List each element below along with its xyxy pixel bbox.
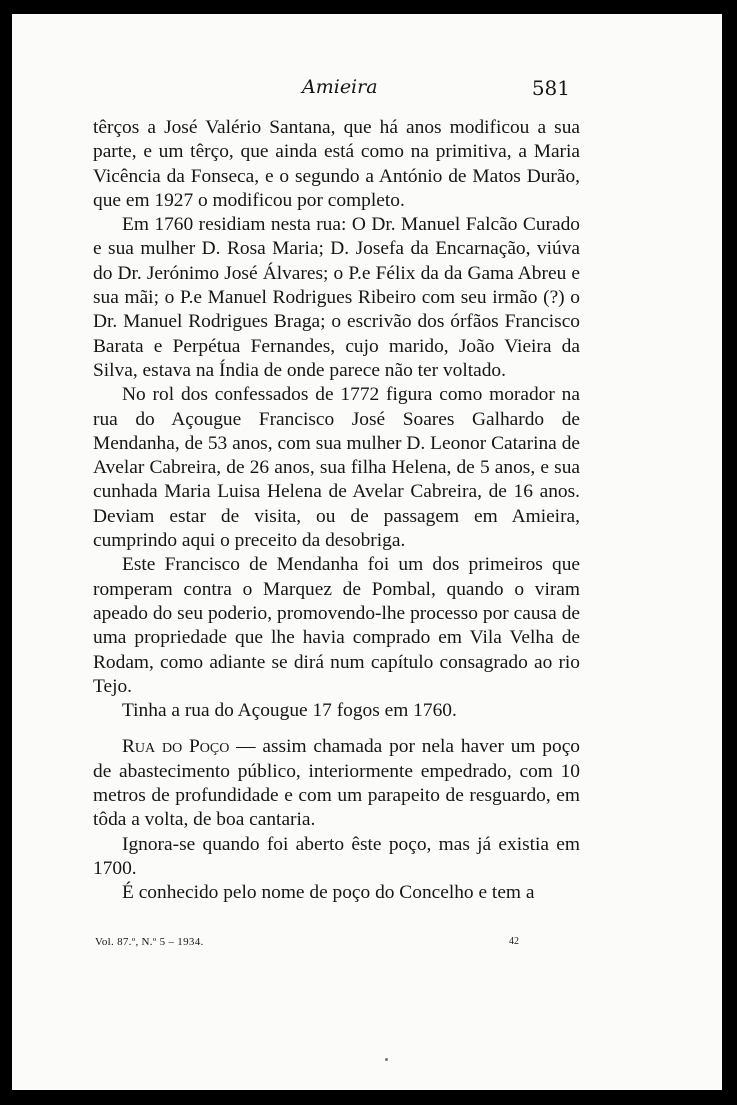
printer-signature: 42 [509, 936, 519, 947]
paragraph: Este Francisco de Mendanha foi um dos primeiros que romperam contra o Marquez de Pombal, quando o viram apeado do seu poderio, promovendo-lhe processo por causa de uma propriedade que lhe havia comprado em Vila Velha de Rodam, como adiante se dirá num capítulo consagrado ao rio Tejo. [93, 554, 580, 697]
volume-signature: Vol. 87.º, N.º 5 – 1934. [95, 936, 204, 948]
paragraph: É conhecido pelo nome de poço do Concelho e tem a [122, 882, 535, 904]
body-text [93, 116, 580, 906]
paper-speck [385, 1058, 388, 1061]
page-number: 581 [531, 76, 570, 100]
paragraph: No rol dos confessados de 1772 figura como morador na rua do Açougue Francisco José Soares Galhardo de Mendanha, de 53 anos, com sua mulher D. Leonor Catarina de Avelar Cabreira, de 26 anos, sua filha Helena, de 5 anos, e sua cunhada Maria Luisa Helena de Avelar Cabreira, de 16 anos. Deviam estar de visita, ou de passagem em Amieira, cumprindo aqui o preceito da desobriga. [93, 384, 580, 552]
paragraph: Ignora-se quando foi aberto êste poço, mas já existia em 1700. [93, 833, 580, 879]
paragraph: Tinha a rua do Açougue 17 fogos em 1760. [122, 700, 457, 722]
section-heading: Rua do Poço [122, 736, 230, 758]
paragraph: têrços a José Valério Santana, que há anos modificou a sua parte, e um têrço, que ainda está como na primitiva, a Maria Vicência da Fonseca, e o segundo a António de Matos Durão, que em 1927 o modificou por completo. [93, 117, 580, 211]
document-page [12, 14, 722, 1090]
section-text: — assim chamada por nela haver um poço de abastecimento público, interiormente empedrado, com 10 metros de profundidade e com um parapeito de resguardo, em tôda a volta, de boa cantaria. [93, 736, 580, 831]
paragraph: Em 1760 residiam nesta rua: O Dr. Manuel Falcão Curado e sua mulher D. Rosa Maria; D. Josefa da Encarnação, viúva do Dr. Jerónimo José Álvares; o P.e Félix da da Gama Abreu e sua mãi; o P.e Manuel Rodrigues Ribeiro com seu irmão (?) o Dr. Manuel Rodrigues Braga; o escrivão dos órfãos Francisco Barata e Perpétua Fernandes, cujo marido, João Vieira da Silva, estava na Índia de onde parece não ter voltado. [93, 214, 580, 381]
running-title: Amieira [302, 76, 378, 98]
page-header [12, 76, 722, 106]
section-paragraph [93, 735, 580, 832]
